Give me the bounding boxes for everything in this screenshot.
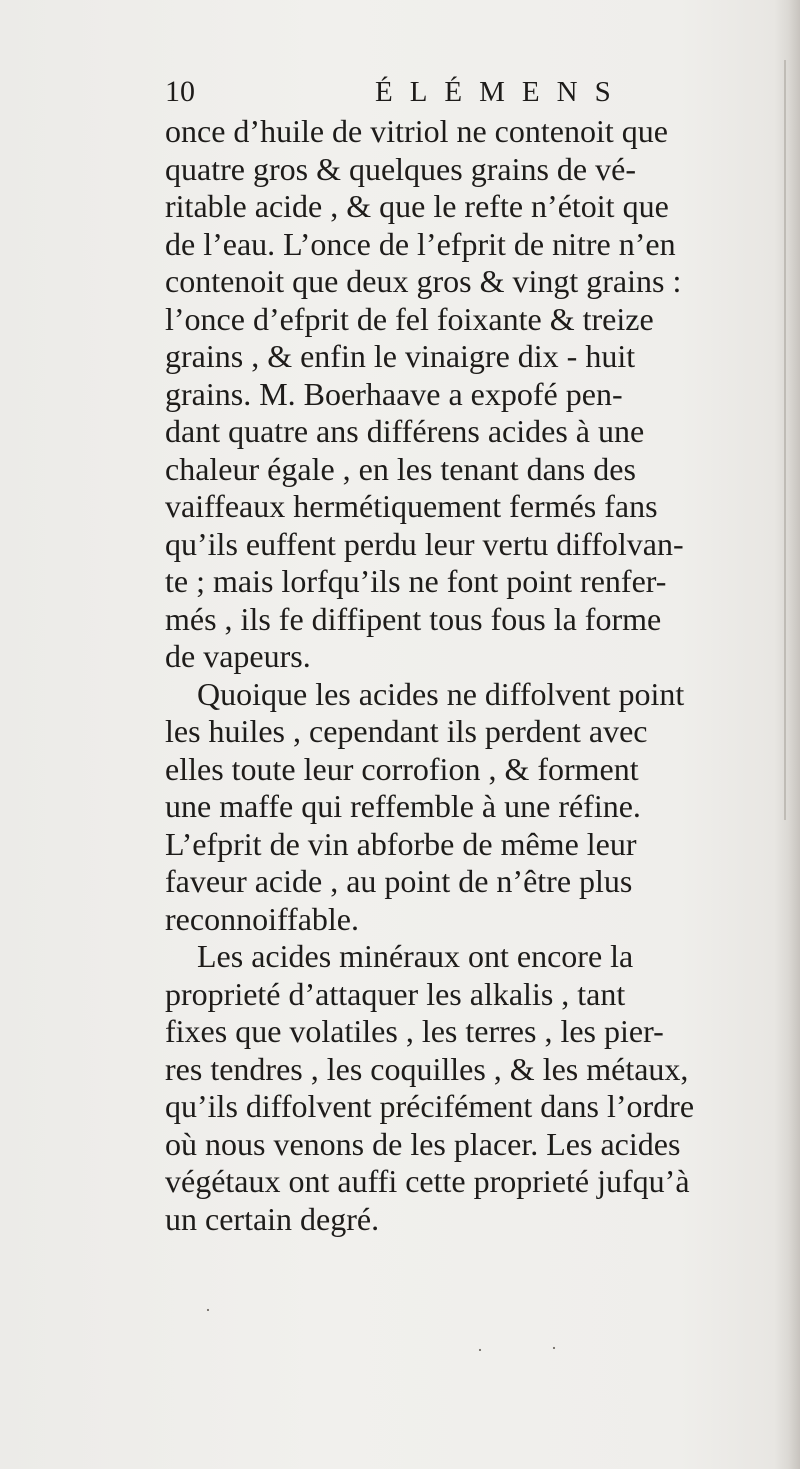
text-line: ritable acide , & que le refte n’étoit que bbox=[165, 188, 669, 224]
text-line: Les acides minéraux ont encore la bbox=[197, 938, 634, 974]
text-line: un certain degré. bbox=[165, 1200, 380, 1237]
text-line: te ; mais lorfqu’ils ne font point renfer- bbox=[165, 563, 667, 599]
text-line: Quoique les acides ne diffolvent point bbox=[197, 675, 685, 712]
text-line: més , ils fe diffipent tous fous la forme bbox=[165, 600, 662, 637]
text-line: quatre gros & quelques grains de vé- bbox=[165, 150, 636, 187]
print-speck: · bbox=[551, 1338, 557, 1358]
text-line: de vapeurs. bbox=[165, 638, 311, 674]
page-number: 10 bbox=[165, 75, 195, 108]
text-line: de l’eau. L’once de l’efprit de nitre n’en bbox=[165, 225, 676, 262]
text-line: qu’ils euffent perdu leur vertu diffolvan- bbox=[165, 525, 684, 562]
text-line: once d’huile de vitriol ne contenoit que bbox=[165, 113, 668, 149]
body-text bbox=[165, 113, 785, 1238]
text-line: grains , & enfin le vinaigre dix - huit bbox=[165, 338, 636, 374]
text-line: L’efprit de vin abforbe de même leur bbox=[165, 825, 637, 862]
text-line: une maffe qui reffemble à une réfine. bbox=[165, 788, 641, 824]
text-line: contenoit que deux gros & vingt grains : bbox=[165, 263, 682, 299]
text-line: fixes que volatiles , les terres , les pier- bbox=[165, 1013, 664, 1049]
text-line: les huiles , cependant ils perdent avec bbox=[165, 713, 648, 749]
text-line: dant quatre ans différens acides à une bbox=[165, 413, 645, 449]
text-line: elles toute leur corrofion , & forment bbox=[165, 750, 639, 787]
text-line: proprieté d’attaquer les alkalis , tant bbox=[165, 975, 626, 1012]
text-line: où nous venons de les placer. Les acides bbox=[165, 1125, 681, 1162]
print-speck: · bbox=[205, 1300, 211, 1320]
text-line: faveur acide , au point de n’être plus bbox=[165, 863, 633, 899]
text-line: l’once d’efprit de fel foixante & treize bbox=[165, 300, 654, 337]
page-header bbox=[165, 70, 635, 114]
text-line: qu’ils diffolvent précifément dans l’ordre bbox=[165, 1088, 695, 1124]
print-speck: · bbox=[477, 1340, 483, 1360]
text-line: reconnoiffable. bbox=[165, 900, 359, 937]
text-line: vaiffeaux hermétiquement fermés fans bbox=[165, 488, 658, 524]
text-line: chaleur égale , en les tenant dans des bbox=[165, 450, 636, 487]
text-line: végétaux ont auffi cette proprieté jufqu’à bbox=[165, 1163, 690, 1199]
running-title: ÉLÉMENS bbox=[375, 76, 628, 108]
text-line: grains. M. Boerhaave a expofé pen- bbox=[165, 375, 623, 412]
text-line: res tendres , les coquilles , & les métaux, bbox=[165, 1050, 689, 1087]
